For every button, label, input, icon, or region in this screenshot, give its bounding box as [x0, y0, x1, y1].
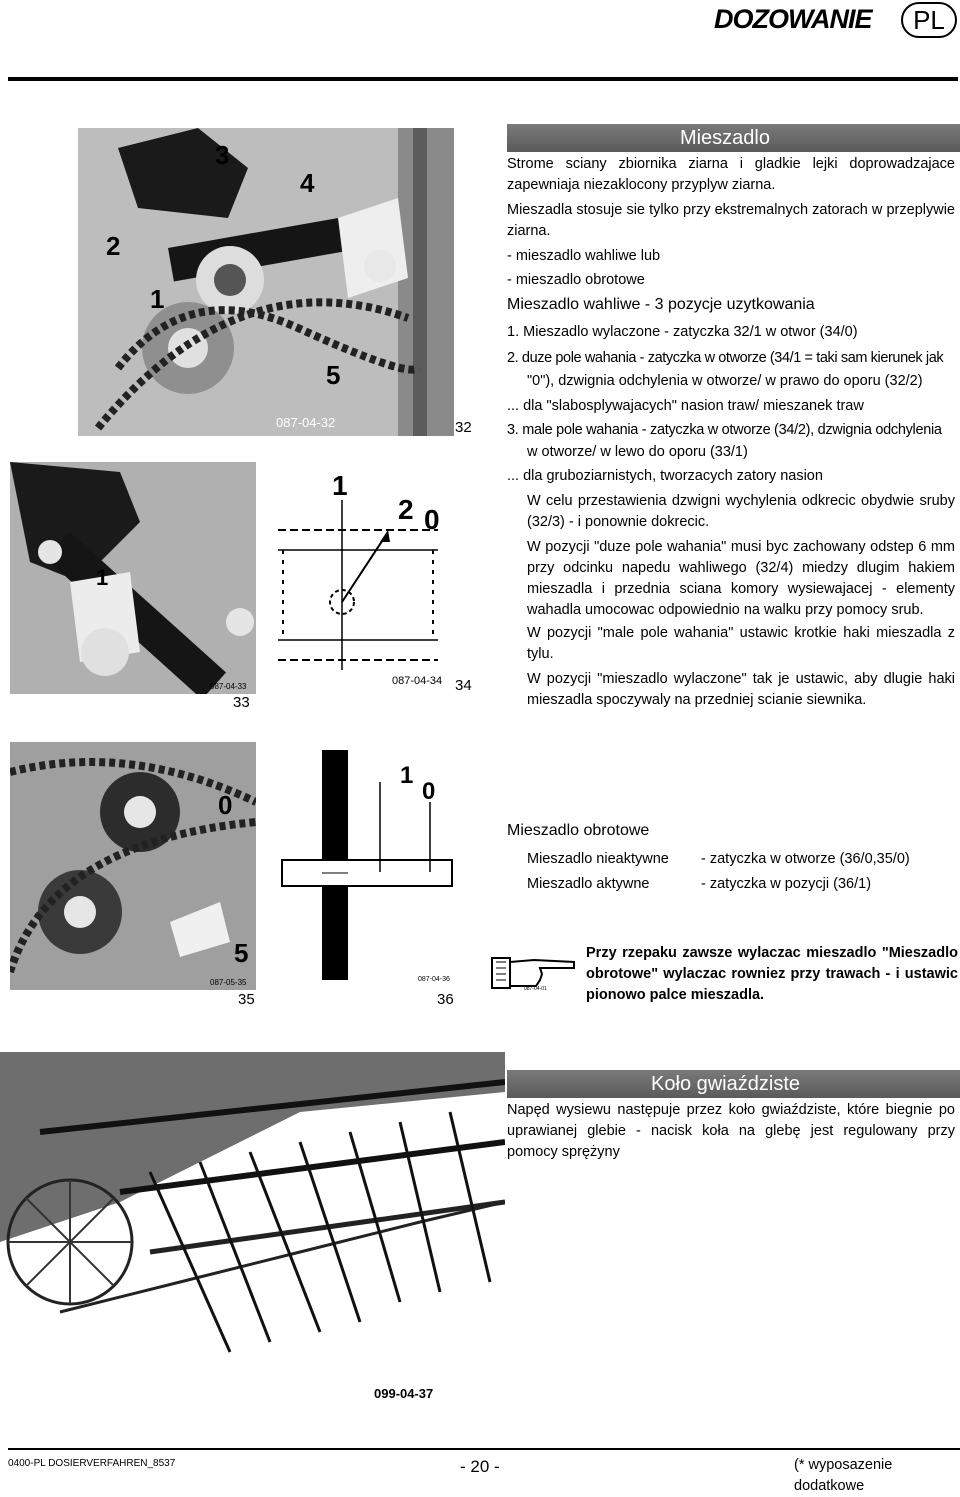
item-3c: ... dla gruboziarnistych, tworzacych zatory nasion: [507, 468, 823, 484]
figure-34-drawing: [258, 470, 458, 692]
item-2a: 2. duze pole wahania - zatyczka w otworze (34/1 = taki sam kierunek jak: [507, 350, 944, 366]
fig32-label-1: 1: [150, 284, 165, 314]
fig36-code: 087-04-36: [418, 976, 450, 983]
figure-35-drawing: [10, 742, 256, 990]
section-heading-mieszadlo: Mieszadlo: [507, 124, 960, 152]
subheading-wahliwe: Mieszadlo wahliwe - 3 pozycje uzytkowania: [507, 296, 815, 313]
item-3a: 3. male pole wahania - zatyczka w otworze (34/2), dzwignia odchylenia: [507, 422, 942, 438]
fig36-label-0: 0: [422, 778, 436, 805]
row-inactive-label: Mieszadlo nieaktywne: [527, 851, 669, 867]
figure-32-drawing: [78, 128, 454, 436]
item-1: 1. Mieszadlo wylaczone - zatyczka 32/1 w otwor (34/0): [507, 324, 858, 340]
paragraph-6: W pozycji "mieszadlo wylaczone" tak je ustawic, aby dlugie haki mieszadla spoczywaly na przedniej scianie siewnika.: [527, 671, 955, 708]
paragraph-2: Mieszadla stosuje sie tylko przy ekstremalnych zatorach w przeplywie ziarna.: [507, 202, 955, 239]
paragraph-3: W celu przestawienia dzwigni wychylenia odkrecic obydwie sruby (32/3) - i ponownie dokrecic.: [527, 493, 955, 530]
fig35-code: 087-05-35: [210, 978, 247, 987]
list-item-1: - mieszadlo wahliwe lub: [507, 248, 661, 264]
pointing-hand-icon: [490, 948, 578, 1000]
fig32-code: 087-04-32: [276, 415, 336, 430]
fig34-code: 087-04-34: [392, 675, 443, 687]
item-2b: "0"), dzwignia odchylenia w otworze/ w prawo do oporu (32/2): [527, 373, 923, 389]
fig32-label-5: 5: [326, 360, 341, 390]
paragraph-4: W pozycji "duze pole wahania" musi byc zachowany odstep 6 mm przy odcinku napedu wahliwego (32/4) miedzy dlugim hakiem mieszadla i przednia sciana komory wysiewajacej - elementy wahadla umocowac odpowiednio na walku przy pomocy srub.: [527, 539, 955, 618]
language-badge: PL: [901, 2, 957, 38]
figure-33-photo: [10, 462, 256, 694]
item-3b: w otworze/ w lewo do oporu (33/1): [527, 444, 748, 460]
footer-doc-id: 0400-PL DOSIERVERFAHREN_8537: [8, 1458, 176, 1469]
fig34-label-1: 1: [332, 470, 348, 501]
fig33-label-1: 1: [96, 565, 109, 590]
figure-35-photo: [10, 742, 256, 990]
figure-33-number: 33: [233, 694, 250, 711]
figure-35-number: 35: [238, 991, 255, 1008]
figure-33-drawing: [10, 462, 256, 694]
page-title: DOZOWANIE: [714, 4, 872, 34]
figure-32-photo: [78, 128, 454, 436]
wheel-code: 099-04-37: [374, 1386, 434, 1401]
fig36-label-1: 1: [400, 762, 414, 789]
list-item-2: - mieszadlo obrotowe: [507, 272, 645, 288]
header-rule: [8, 77, 958, 81]
fig35-label-5: 5: [234, 938, 249, 968]
figure-34-number: 34: [455, 677, 472, 694]
pointer-code: 087-04-01: [524, 986, 547, 992]
row-inactive-value: - zatyczka w otworze (36/0,35/0): [701, 851, 910, 867]
item-2c: ... dla "slabosplywajacych" nasion traw/ mieszanek traw: [507, 398, 864, 414]
fig34-label-2: 2: [398, 494, 414, 525]
fig32-label-3: 3: [215, 140, 230, 170]
paragraph-1: Strome sciany zbiornika ziarna i gladkie lejki doprowadzajace zapewniaja niezaklocony przyplyw ziarna.: [507, 156, 955, 193]
paragraph-5: W pozycji "male pole wahania" ustawic krotkie haki mieszadla z tylu.: [527, 625, 955, 662]
figure-36-drawing: [262, 742, 460, 990]
page-number: - 20 -: [460, 1457, 500, 1476]
footer-rule: [8, 1448, 960, 1450]
figure-32-number: 32: [455, 419, 472, 436]
fig33-code: 087-04-33: [210, 682, 247, 691]
fig35-label-0: 0: [218, 790, 233, 820]
fig32-label-2: 2: [106, 231, 121, 261]
row-active-value: - zatyczka w pozycji (36/1): [701, 876, 872, 892]
fig34-label-0: 0: [424, 504, 440, 535]
footer-note: (* wyposazenie dodatkowe: [794, 1457, 893, 1494]
row-active-label: Mieszadlo aktywne: [527, 876, 650, 892]
subheading-obrotowe: Mieszadlo obrotowe: [507, 822, 650, 839]
figure-36-number: 36: [437, 991, 454, 1008]
section-heading-kolo: Koło gwiaździste: [507, 1070, 960, 1098]
figure-wheel-drawing: [0, 1052, 505, 1412]
fig32-label-4: 4: [300, 168, 315, 198]
wheel-paragraph: Napęd wysiewu następuje przez koło gwiaździste, które biegnie po uprawianej glebie - nacisk koła na glebę jest regulowany przy pomocy sprężyny: [507, 1102, 955, 1160]
figure-wheel-photo: [0, 1052, 505, 1412]
warning-note: Przy rzepaku zawsze wylaczac mieszadlo "Mieszadlo obrotowe" wylaczac rowniez przy trawach - i ustawic pionowo palce mieszadla.: [586, 945, 958, 1003]
pointing-hand-svg: [490, 948, 578, 1000]
